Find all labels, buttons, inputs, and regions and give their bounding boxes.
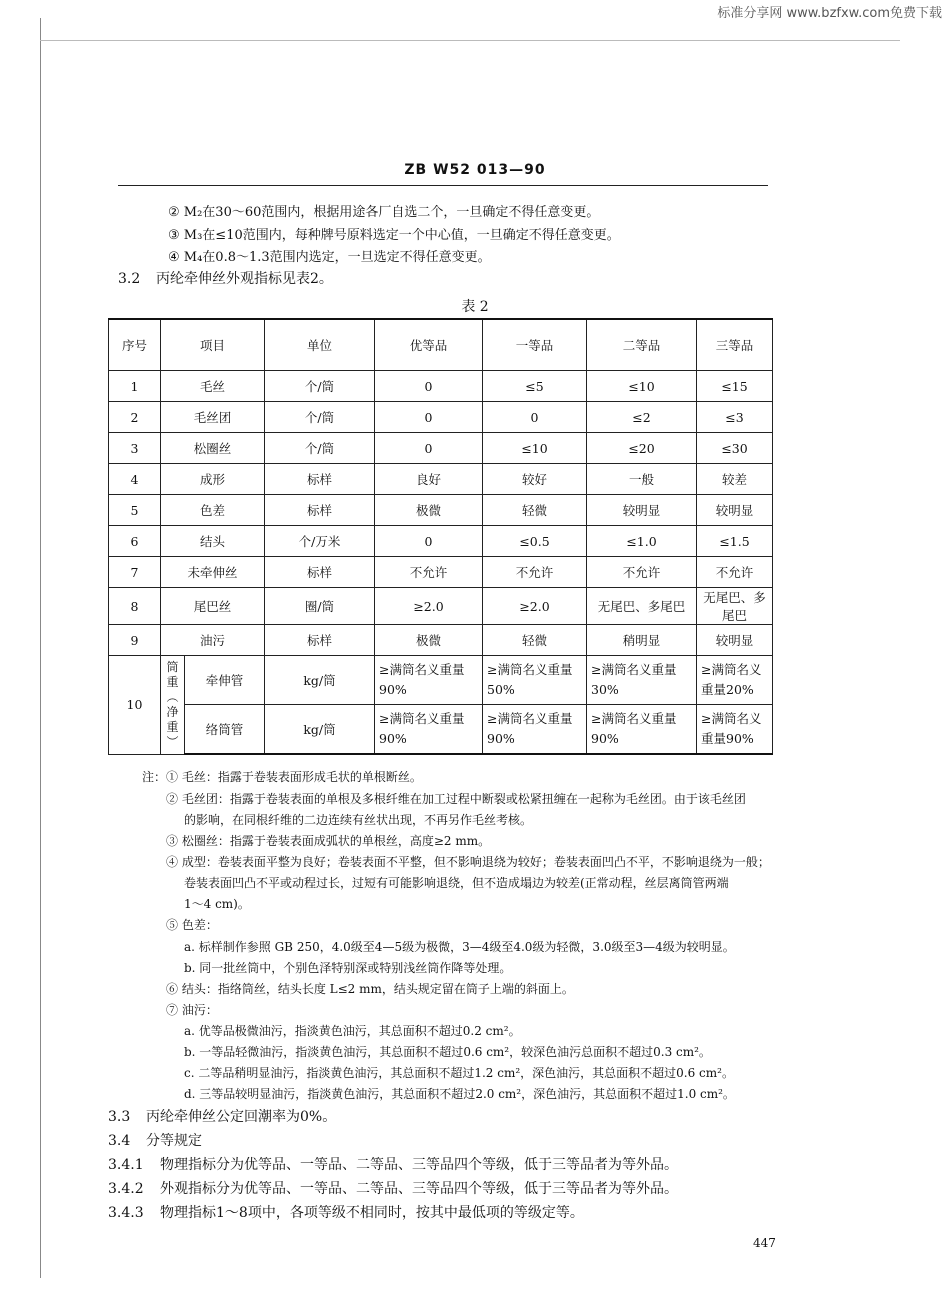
col-header: 项目: [161, 319, 265, 371]
header-rule: [118, 185, 768, 186]
cell-no: 1: [109, 371, 161, 402]
page-number: 447: [753, 1236, 776, 1250]
cell-value: ≤0.5: [483, 526, 587, 557]
note-5a: a. 标样制作参照 GB 250，4.0级至4—5级为极微，3—4级至4.0级为轻微，3.0级至3—4级为较明显。: [184, 940, 735, 954]
cell-item: 色差: [161, 495, 265, 526]
cell-value: 轻微: [483, 625, 587, 656]
cell-value: 较好: [483, 464, 587, 495]
cell-value: ≤30: [697, 433, 773, 464]
cell-no: 4: [109, 464, 161, 495]
cell-unit: 标样: [265, 464, 375, 495]
cell-value: ≤10: [587, 371, 697, 402]
section-number: 3.4: [108, 1133, 131, 1149]
cell-value: ≥满筒名义重量90%: [697, 705, 773, 755]
group-char: 筒: [166, 659, 179, 674]
item-m3: ③ M₃在≤10范围内，每种牌号原料选定一个中心值，一旦确定不得任意变更。: [168, 228, 620, 243]
cell-no: 2: [109, 402, 161, 433]
cell-value: ≥满筒名义重量20%: [697, 656, 773, 705]
cell-value: 轻微: [483, 495, 587, 526]
cell-value: 较明显: [697, 625, 773, 656]
cell-value: 0: [375, 371, 483, 402]
cell-value: ≤3: [697, 402, 773, 433]
cell-item: 结头: [161, 526, 265, 557]
scan-border-top: [40, 40, 900, 41]
section-text: 丙纶牵伸丝外观指标见表2。: [156, 271, 333, 287]
col-header: 二等品: [587, 319, 697, 371]
cell-item: 牵伸管: [185, 656, 265, 705]
cell-unit: 标样: [265, 625, 375, 656]
site-watermark: 标准分享网 www.bzfxw.com免费下载: [717, 6, 942, 21]
cell-value: ≥满筒名义重量50%: [483, 656, 587, 705]
cell-no: 3: [109, 433, 161, 464]
cell-unit: 个/筒: [265, 433, 375, 464]
section-number: 3.3: [108, 1109, 131, 1125]
note-5: ⑤ 色差：: [166, 918, 218, 932]
cell-value: 较差: [697, 464, 773, 495]
cell-no: 5: [109, 495, 161, 526]
cell-item: 未牵伸丝: [161, 557, 265, 588]
cell-item: 络筒管: [185, 705, 265, 755]
section-3-4: [108, 1130, 202, 1150]
note-6: ⑥ 结头：指络筒丝，结头长度 L≤2 mm，结头规定留在筒子上端的斜面上。: [166, 982, 574, 996]
cell-value: ≤20: [587, 433, 697, 464]
scan-border-left: [40, 18, 41, 1278]
section-number: 3.4.2: [108, 1181, 144, 1197]
table-row: [109, 588, 773, 625]
section-3-4-1: [108, 1154, 678, 1174]
cell-no: 10: [109, 656, 161, 755]
cell-value: ≤2: [587, 402, 697, 433]
section-text: 分等规定: [146, 1133, 202, 1149]
cell-item: 尾巴丝: [161, 588, 265, 625]
cell-value: ≥满筒名义重量90%: [483, 705, 587, 755]
cell-unit: 个/万米: [265, 526, 375, 557]
cell-value: ≤15: [697, 371, 773, 402]
section-number: 3.4.1: [108, 1157, 144, 1173]
col-header: 一等品: [483, 319, 587, 371]
group-char: 重: [166, 719, 179, 734]
note-5b: b. 同一批丝筒中，个别色泽特别深或特别浅丝筒作降等处理。: [184, 961, 512, 975]
cell-unit: 个/筒: [265, 402, 375, 433]
note-2: ② 毛丝团：指露于卷装表面的单根及多根纤维在加工过程中断裂或松紧扭缠在一起称为毛丝团。由于该毛丝团: [166, 792, 746, 806]
cell-value: ≥满筒名义重量30%: [587, 656, 697, 705]
note-4-cont2: 1～4 cm)。: [184, 897, 250, 911]
table-row: [109, 557, 773, 588]
table-row: [109, 433, 773, 464]
cell-value: ≥满筒名义重量90%: [375, 705, 483, 755]
table-row: [109, 371, 773, 402]
cell-value: 0: [375, 526, 483, 557]
notes-label: 注：: [142, 770, 167, 784]
cell-unit: 个/筒: [265, 371, 375, 402]
section-3-4-2: [108, 1178, 678, 1198]
cell-value: 较明显: [587, 495, 697, 526]
cell-no: 6: [109, 526, 161, 557]
cell-value: 不允许: [587, 557, 697, 588]
cell-value: 一般: [587, 464, 697, 495]
cell-item: 油污: [161, 625, 265, 656]
cell-no: 9: [109, 625, 161, 656]
cell-unit: kg/筒: [265, 705, 375, 755]
section-text: 外观指标分为优等品、一等品、二等品、三等品四个等级，低于三等品者为等外品。: [160, 1181, 678, 1197]
cell-item: 毛丝团: [161, 402, 265, 433]
cell-value: 稍明显: [587, 625, 697, 656]
col-header: 单位: [265, 319, 375, 371]
cell-value: ≤10: [483, 433, 587, 464]
group-char: ︵: [166, 689, 179, 704]
col-header: 三等品: [697, 319, 773, 371]
group-char: ︶: [166, 734, 179, 749]
table-row-weight-b: [109, 705, 773, 755]
group-char: 重: [166, 674, 179, 689]
cell-unit: 圈/筒: [265, 588, 375, 625]
cell-value: 0: [483, 402, 587, 433]
cell-unit: 标样: [265, 495, 375, 526]
note-1: ① 毛丝：指露于卷装表面形成毛状的单根断丝。: [166, 770, 422, 784]
cell-value: ≥满筒名义重量90%: [375, 656, 483, 705]
standard-number: ZB W52 013—90: [404, 162, 546, 178]
cell-value: 极微: [375, 495, 483, 526]
cell-value: 无尾巴、多尾巴: [697, 588, 773, 625]
section-3-4-3: [108, 1202, 584, 1222]
cell-value: ≥2.0: [375, 588, 483, 625]
cell-value: 不允许: [483, 557, 587, 588]
section-text: 丙纶牵伸丝公定回潮率为0%。: [146, 1109, 337, 1125]
section-text: 物理指标分为优等品、一等品、二等品、三等品四个等级，低于三等品者为等外品。: [160, 1157, 678, 1173]
col-header: 优等品: [375, 319, 483, 371]
note-3: ③ 松圈丝：指露于卷装表面成弧状的单根丝，高度≥2 mm。: [166, 834, 491, 848]
cell-item: 毛丝: [161, 371, 265, 402]
note-2-cont: 的影响，在同根纤维的二边连续有丝状出现，不再另作毛丝考核。: [184, 813, 533, 827]
cell-value: 无尾巴、多尾巴: [587, 588, 697, 625]
cell-value: ≤1.5: [697, 526, 773, 557]
cell-value: 不允许: [697, 557, 773, 588]
cell-value: 0: [375, 402, 483, 433]
item-m2: ② M₂在30～60范围内，根据用途各厂自选二个，一旦确定不得任意变更。: [168, 205, 600, 220]
note-7: ⑦ 油污：: [166, 1003, 218, 1017]
group-label-tube-weight: [161, 656, 185, 755]
section-number: 3.2: [118, 271, 141, 287]
table-2: [108, 318, 773, 755]
note-7a: a. 优等品极微油污，指淡黄色油污，其总面积不超过0.2 cm²。: [184, 1024, 521, 1038]
cell-value: 良好: [375, 464, 483, 495]
note-7c: c. 二等品稍明显油污，指淡黄色油污，其总面积不超过1.2 cm²，深色油污，其总面积不超过0.6 cm²。: [184, 1066, 734, 1080]
cell-no: 8: [109, 588, 161, 625]
cell-value: ≤1.0: [587, 526, 697, 557]
table-header-row: [109, 319, 773, 371]
cell-value: 较明显: [697, 495, 773, 526]
cell-no: 7: [109, 557, 161, 588]
cell-value: ≥2.0: [483, 588, 587, 625]
table-caption: 表 2: [461, 299, 489, 315]
cell-item: 松圈丝: [161, 433, 265, 464]
note-4: ④ 成型：卷装表面平整为良好；卷装表面不平整，但不影响退绕为较好；卷装表面凹凸不平，不影响退绕为一般；: [166, 855, 770, 869]
section-3-3: [108, 1106, 336, 1126]
cell-unit: kg/筒: [265, 656, 375, 705]
table-row: [109, 495, 773, 526]
item-m4: ④ M₄在0.8～1.3范围内选定，一旦选定不得任意变更。: [168, 250, 491, 265]
table-row: [109, 464, 773, 495]
table-row: [109, 526, 773, 557]
group-char: 净: [166, 704, 179, 719]
note-7d: d. 三等品较明显油污，指淡黄色油污，其总面积不超过2.0 cm²，深色油污，其总面积不超过1.0 cm²。: [184, 1087, 735, 1101]
section-number: 3.4.3: [108, 1205, 144, 1221]
table-row-weight-a: [109, 656, 773, 705]
cell-value: ≥满筒名义重量90%: [587, 705, 697, 755]
cell-item: 成形: [161, 464, 265, 495]
note-4-cont: 卷装表面凹凸不平或动程过长，过短有可能影响退绕，但不造成塌边为较差(正常动程，丝层离筒管两端: [184, 876, 729, 890]
table-row: [109, 625, 773, 656]
cell-value: 不允许: [375, 557, 483, 588]
section-3-2: [118, 268, 333, 288]
cell-value: ≤5: [483, 371, 587, 402]
table-row: [109, 402, 773, 433]
section-text: 物理指标1～8项中，各项等级不相同时，按其中最低项的等级定等。: [160, 1205, 584, 1221]
cell-value: 0: [375, 433, 483, 464]
cell-unit: 标样: [265, 557, 375, 588]
col-header: 序号: [109, 319, 161, 371]
note-7b: b. 一等品轻微油污，指淡黄色油污，其总面积不超过0.6 cm²，较深色油污总面积不超过0.3 cm²。: [184, 1045, 711, 1059]
cell-value: 极微: [375, 625, 483, 656]
